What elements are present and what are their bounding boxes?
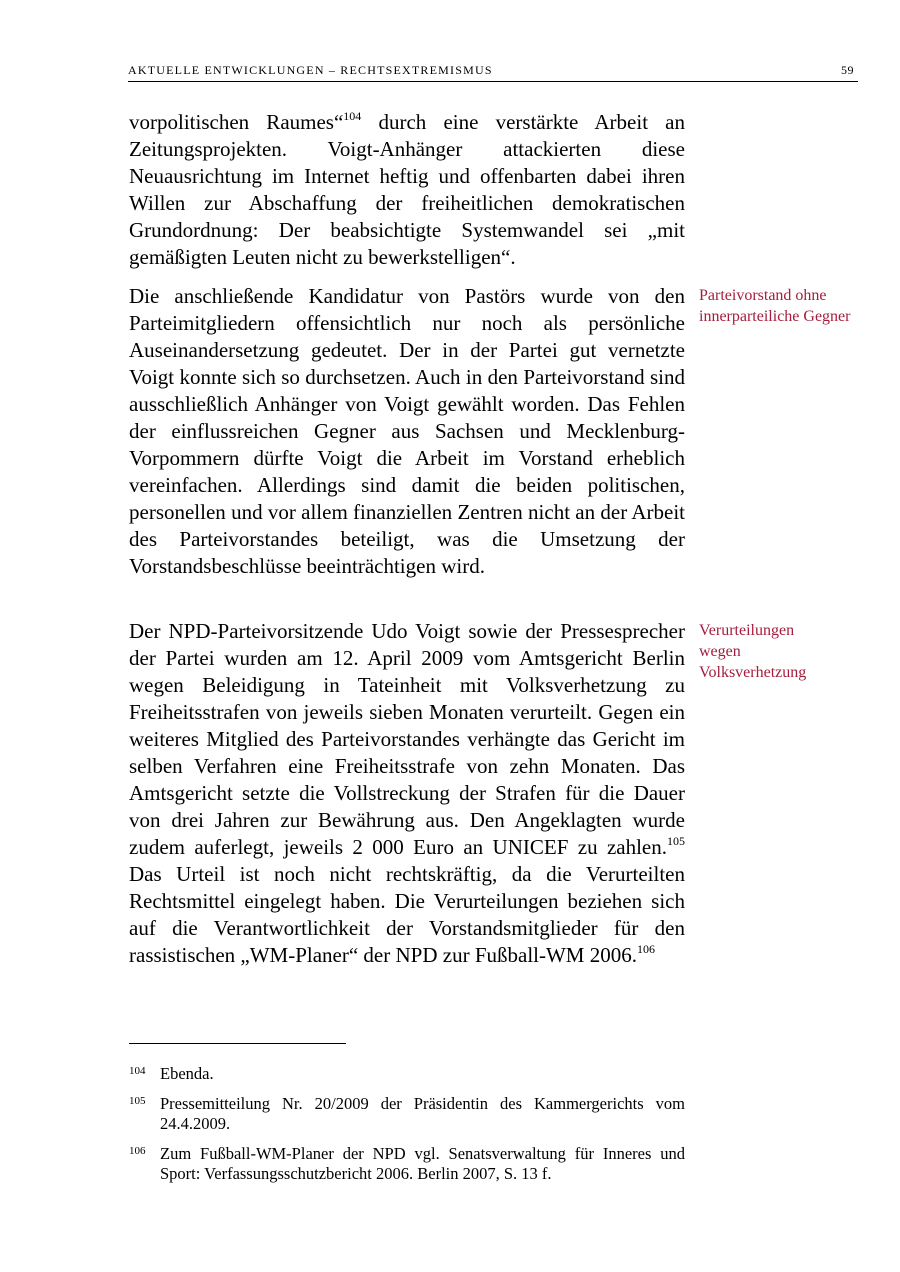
- footnote-text: Ebenda.: [160, 1064, 214, 1083]
- paragraph-1-text-a: vorpolitischen Raumes“: [129, 110, 344, 134]
- footnote-number: 105: [129, 1095, 146, 1107]
- footnote-ref-105: 105: [667, 834, 685, 848]
- footnote-text: Zum Fußball-WM-Planer der NPD vgl. Senatsverwaltung für Inneres und Sport: Verfassungsschutzbericht 2006. Berlin 2007, S. 13 f.: [160, 1144, 685, 1183]
- footnote-number: 106: [129, 1145, 146, 1157]
- page-number: 59: [841, 63, 854, 77]
- paragraph-3-text-b: Das Urteil ist noch nicht rechtskräftig, da die Verurteilten Rechtsmittel eingelegt haben. Die Verurteilungen beziehen sich auf die Verantwortlichkeit der Vorstandsmitglieder für den rassistischen „WM-Planer“ der NPD zur Fußball-WM 2006.: [129, 862, 685, 967]
- paragraph-2: Die anschließende Kandidatur von Pastörs wurde von den Parteimitgliedern offensichtlich nur noch als persönliche Auseinandersetzung gedeutet. Der in der Partei gut vernetzte Voigt konnte sich so durchsetzen. Auch in den Parteivorstand sind ausschließlich Anhänger von Voigt gewählt worden. Das Fehlen der einflussreichen Gegner aus Sachsen und Mecklenburg-Vorpommern dürfte Voigt die Arbeit im Vorstand erheblich vereinfachen. Allerdings sind damit die beiden politischen, personellen und vor allem finanziellen Zentren nicht an der Arbeit des Parteivorstandes beteiligt, was die Umsetzung der Vorstandsbeschlüsse beeinträchtigen wird.: [129, 284, 685, 578]
- footnote-104: [129, 1064, 685, 1084]
- margin-note-parteivorstand: Parteivorstand ohne innerparteiliche Gegner: [699, 287, 851, 325]
- footnote-105: [129, 1094, 685, 1134]
- paragraph-1: [129, 109, 685, 271]
- footnote-text: Pressemitteilung Nr. 20/2009 der Präsidentin des Kammergerichts vom 24.4.2009.: [160, 1094, 685, 1133]
- margin-note-verurteilungen: Verurteilungen wegen Volksverhetzung: [699, 622, 807, 681]
- footnote-separator: [129, 1043, 346, 1044]
- footnote-106: [129, 1144, 685, 1184]
- running-header: [128, 63, 858, 82]
- paragraph-3-text-a: Der NPD-Parteivorsitzende Udo Voigt sowie der Pressesprecher der Partei wurden am 12. April 2009 vom Amtsgericht Berlin wegen Beleidigung in Tateinheit mit Volksverhetzung zu Freiheitsstrafen von jeweils sieben Monaten verurteilt. Gegen ein weiteres Mitglied des Parteivorstandes verhängte das Gericht im selben Verfahren eine Freiheitsstrafe von zehn Monaten. Das Amtsgericht setzte die Vollstreckung der Strafen für die Dauer von drei Jahren zur Bewährung aus. Den Angeklagten wurde zudem auferlegt, jeweils 2 000 Euro an UNICEF zu zahlen.: [129, 619, 685, 859]
- footnote-number: 104: [129, 1065, 146, 1077]
- paragraph-3: [129, 618, 685, 969]
- header-title: AKTUELLE ENTWICKLUNGEN – RECHTSEXTREMISMUS: [128, 63, 493, 77]
- footnote-ref-104: 104: [343, 109, 362, 123]
- paragraph-1-text-b: durch eine verstärkte Arbeit an Zeitungsprojekten. Voigt-Anhänger attackierten diese Neuausrichtung im Internet heftig und offenbarten dabei ihren Willen zur Abschaffung der freiheitlichen demokratischen Grundordnung: Der beabsichtigte Systemwandel sei „mit gemäßigten Leuten nicht zu bewerkstelligen“.: [129, 110, 686, 269]
- footnote-ref-106: 106: [636, 942, 655, 956]
